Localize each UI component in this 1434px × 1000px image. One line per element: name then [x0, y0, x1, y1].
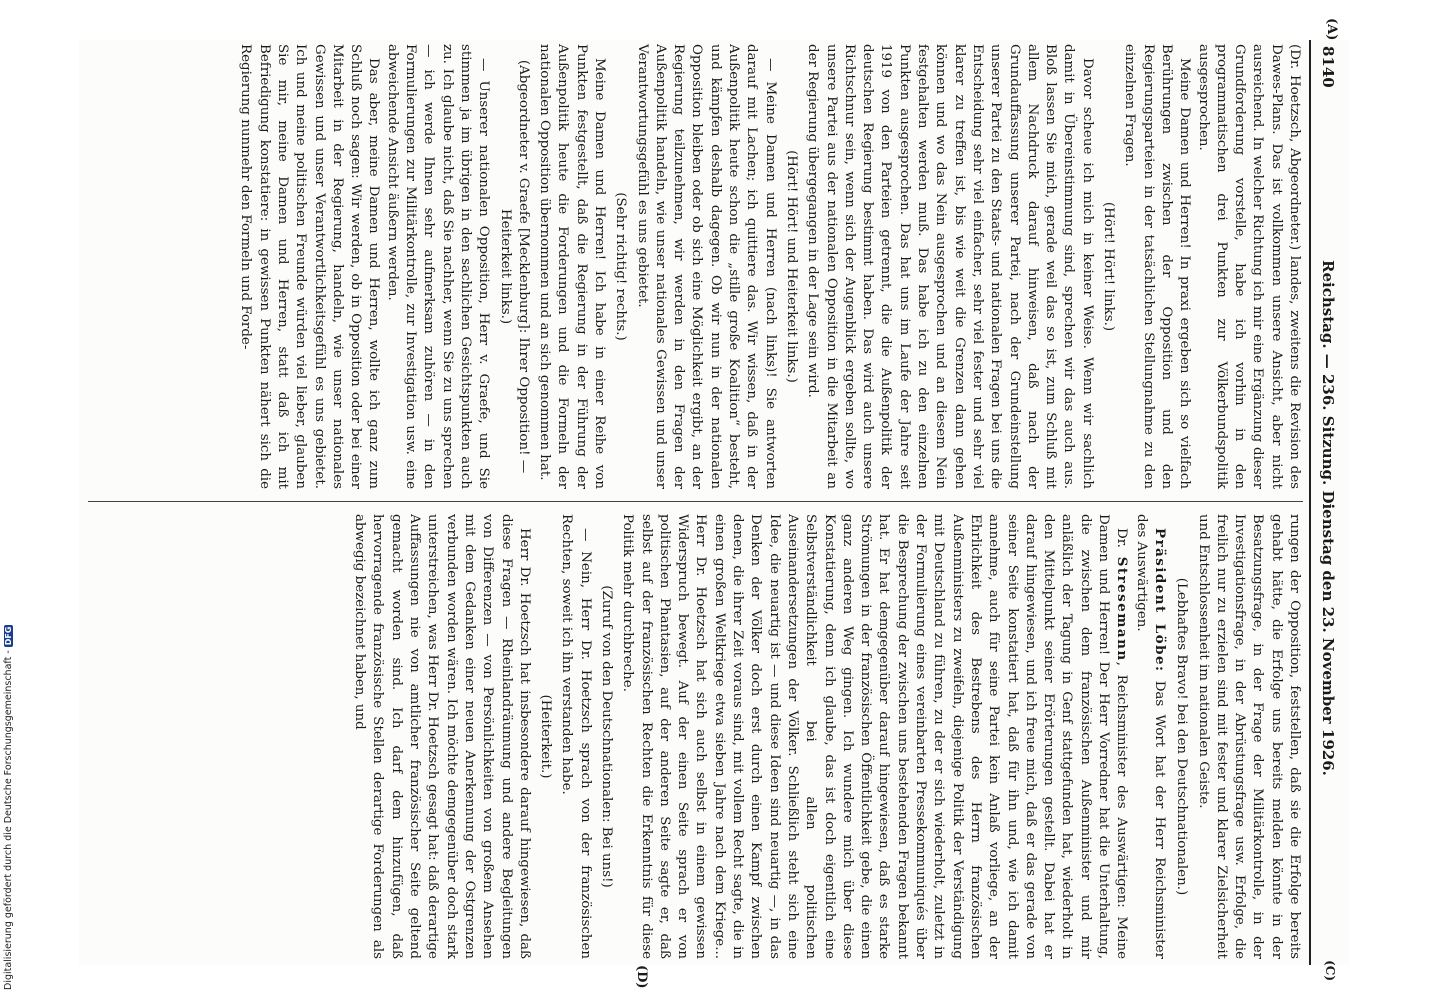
interjection: (Heiterkeit.) [538, 694, 554, 779]
interjection: (Lebhaftes Bravo! bei den Deutschnationalen.) [1174, 577, 1190, 896]
speaker-paragraph [1131, 514, 1169, 959]
interjection: (Hört! Hört! und Heiterkeit links.) [783, 150, 799, 383]
interjection: (Zuruf von den Deutschnationalen: Bei uns!) [599, 585, 615, 888]
paragraph: — Unserer nationalen Opposition, Herr v. Graefe, und Sie stimmen ja im übrigen in den sachlichen Gesichtspunkten auch zu. Ich glaube nicht, daß Sie nachher, wenn Sie zu uns sprechen — ich werde Ihnen sehr aufmerksam zuhören — in den Formulierungen zur Militärkontrolle, zur Investigation usw. eine abweichende Ansicht äußern werden. [384, 44, 492, 489]
paragraph: — Meine Damen und Herren (nach links)! Sie antworten darauf mit Lachen; ich quittiere das. Wir wissen, daß in der Außenpolitik heute schon die „stille große Koalition“ besteht, und kämpfen deshalb dagegen. Ob wir nun in der nationalen Opposition bleiben oder ob sich eine Möglichkeit ergibt, an der Regierung teilzunehmen, wir werden in den Fragen der Außenpolitik handeln, wie unser nationales Gewissen und unser Verantwortungsgefühl es uns gebietet. [634, 44, 778, 489]
speaker-paragraph [618, 514, 1131, 959]
margin-letter-d: (D) [634, 965, 649, 989]
page-number: 8140 [1319, 46, 1337, 88]
speaker-name: Stresemann [1114, 556, 1131, 662]
paragraph: Meine Damen und Herren! Ich habe in einer Reihe von Punkten festgestellt, daß die Regierung in der Führung der Außenpolitik heute die Forderungen und die Formeln der nationalen Opposition übernommen und an sich genommen hat. [537, 44, 608, 489]
dfg-logo: DFG [4, 626, 13, 646]
interjection: (Hört! Hört! links.) [1101, 201, 1117, 332]
speaker-name: Präsident Löbe: [1151, 528, 1168, 673]
speaker-text: Das Wort hat der Herr Reichsminister des Auswärtigen. [1133, 514, 1167, 959]
paragraph: Herr Dr. Hoetzsch hat insbesondere darauf hingewiesen, daß diese Fragen — Rheinlandräumung und andere Begleitungen von Differenzen — von Persönlichkeiten von großem Ansehen mit dem Gedanken einer neuen Anerkennung der Ostgrenzen verbunden worden wären. Ich möchte demgegenüber doch stark unterstreichen, was Herr Dr. Hoetzsch gesagt hat: daß derartige Auffassungen nie von amtlicher französischer Seite geltend gemacht worden sind. Ich darf dem hinzufügen, daß hervorragende französische Stellen derartige Forderungen als abwegig bezeichnet haben, und [352, 514, 532, 959]
interjection: (Abgeordneter v. Graefe [Mecklenburg]: Ihrer Opposition! — Heiterkeit links.) [497, 59, 531, 474]
margin-letter-a: (A) [1324, 18, 1339, 41]
newspaper-page [79, 18, 1349, 989]
right-column [88, 514, 1303, 959]
credit-text: Digitalisierung gefördert durch die Deutsche Forschungsgemeinschaft - [3, 650, 14, 990]
interjection: (Sehr richtig! rechts.) [613, 192, 629, 341]
speaker-title: Dr. [1114, 528, 1130, 557]
margin-letter-c: (C) [1323, 960, 1337, 981]
page-header [1307, 40, 1341, 981]
paragraph: Davor scheue ich mich in keiner Weise. Wenn wir sachlich damit in Übereinstimmung sind, sprechen wir das auch aus. Bloß lassen Sie mich, gerade weil das so ist, zum Schluß mit allem Nachdruck darauf hinweisen, daß nach der Grundauffassung unserer Partei, nach der Grundeinstellung unserer Partei zu den Staats- und nationalen Fragen bei uns die Entscheidung sehr viel einfacher, sehr viel fester und sehr viel klarer zu treffen ist, bis wie weit die Grenzen dann gehen können und wo das Nein ausgesprochen und an diesem Nein festgehalten werden muß. Das habe ich zu den einzelnen Punkten ausgesprochen. Das hat uns im Laufe der Jahre seit 1919 von den Parteien getrennt, die die Außenpolitik der deutschen Regierung bestimmt haben. Das wird auch unsere Richtschnur sein, wenn sich der Augenblick ergeben sollte, wo unsere Partei aus der nationalen Opposition in die Mitarbeit an der Regierung übergegangen in der Lage sein wird. [805, 44, 1095, 489]
paragraph: (Dr. Hoetzsch, Abgeordneter.) landes, zweitens die Revision des Dawes-Plans. Das ist vollkommen unsere Ansicht, aber nicht ausreichend. In welcher Richtung ich mir eine Ergänzung dieser Grundforderung vorstelle, habe ich vorhin in den programmatischen drei Punkten zur Völkerbundspolitik ausgesprochen. [1195, 44, 1302, 489]
paragraph: — Nein, Herr Dr. Hoetzsch sprach von der französischen Rechten, soweit ich ihn verstanden habe. [559, 514, 593, 959]
header-rule [1309, 40, 1311, 965]
speaker-text: , Reichsminister des Auswärtigen: Meine Damen und Herren! Der Herr Vorredner hat die Unterhaltung, die zwischen dem französischen Außenminister und mir anläßlich der Tagung in Genf stattgefunden hat, wiederholt in den Mittelpunkt seiner Erörterungen gestellt. Dabei hat er darauf hingewiesen, und ich freue mich, daß er das gerade von seiner Seite konstatiert hat, daß für ihn und, wie ich damit annehme, auch für seine Partei kein Anlaß vorliege, an der Ehrlichkeit des Bestrebens des Herrn französischen Außenministers zu zweifeln, diejenige Politik der Verständigung mit Deutschland zu führen, zu der er sich wiederholt, zuletzt in der Formulierung eines vereinbarten Pressekommuniqués über die Besprechung der zwischen uns bestehenden Fragen bekannt hat. Er hat demgegenüber darauf hingewiesen, daß es starke Strömungen in der französischen Öffentlichkeit gebe, die einen ganz anderen Weg gingen. Ich wundere mich über diese Konstatierung, denn ich glaube, das ist doch eigentlich eine Selbstverständlichkeit bei allen politischen Auseinandersetzungen der Völker. Schließlich steht sich eine Idee, die neuartig ist — und diese Ideen sind neuartig —, in das Denken der Völker doch erst durch einen Kampf zwischen denen, die ihrer Zeit voraus sind, mit vollem Recht sagte, die in einen großen Weltkriege etwa sieben Jahre nach dem Kriege... Herr Dr. Hoetzsch hat sich auch selbst in einem gewissen Widerspruch bewegt. Auf der einen Seite sprach er von politischen Phantasien, auf der anderen Seite sagte er, daß selbst auf der französischen Rechten die Erkenntnis für diese Politik mehr durchbreche. [620, 514, 1130, 959]
paragraph: Das aber, meine Damen und Herren, wollte ich ganz zum Schluß noch sagen: Wir werden, ob in Opposition oder bei einer Mitarbeit in der Regierung, handeln, wie unser nationales Gewissen und unser Verantwortlichkeitsgefühl es uns gebietet. Ich und meine politischen Freunde würden viel lieber, glauben Sie mir, meine Damen und Herren, statt daß ich mit Befriedigung konstatiere: in gewissen Punkten nähert sich die Regierung nunmehr den Formeln und Forde- [238, 44, 382, 489]
paragraph: Meine Damen und Herren! In praxi ergeben sich so vielfach Berührungen zwischen der Opposition und den Regierungsparteien in der tatsächlichen Stellungnahme zu den einzelnen Fragen. [1122, 44, 1193, 489]
left-column [88, 44, 1303, 489]
page-title: Reichstag. — 236. Sitzung. Dienstag den 23. November 1926. [1319, 260, 1337, 776]
paragraph: rungen der Opposition, feststellen, daß sie die Erfolge bereits gehabt hätte, die Erfolge uns bereits melden könnte in der Besatzungsfrage, in der Frage der Militärkontrolle, in der Investigationsfrage, in der Abrüstungsfrage usw. Erfolge, die freilich nur zu erzielen sind mit fester und klarer Zielsicherheit und Entschlossenheit im nationalen Geiste. [1195, 514, 1302, 959]
column-divider [88, 501, 1303, 502]
digitization-credit [0, 615, 20, 1000]
